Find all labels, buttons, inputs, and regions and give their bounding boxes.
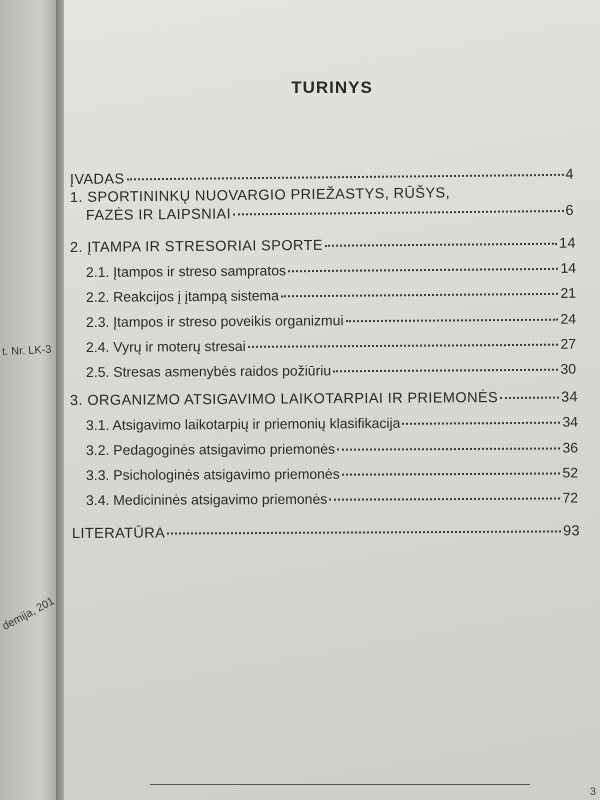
toc-entry-page: 24 [560,310,577,327]
toc-entry-label-line1: 1. SPORTININKŲ NUOVARGIO PRIEŽASTYS, RŪŠYS, [69,185,451,206]
toc-dot-leader [337,448,560,451]
toc-entry-label: 3.3. Psichologinės atsigavimo priemonės [85,465,340,483]
footer-rule [150,784,530,785]
page-number: 3 [589,786,596,798]
toc-entry-label: 3. ORGANIZMO ATSIGAVIMO LAIKOTARPIAI IR PRIEMONĖS [69,390,499,409]
toc-entry-page: 34 [562,413,579,430]
left-page-text: demija, 201 [0,595,57,633]
toc-entry [86,285,576,305]
toc-entry [86,414,578,433]
toc-entry-label: 2.3. Įtampos ir streso poveikis organizmui [85,312,344,330]
toc-dot-leader [127,174,564,181]
toc-dot-leader [248,344,559,348]
toc-entry-label: 2.5. Stresas asmenybės raidos požiūriu [85,362,332,380]
toc-dot-leader [342,473,561,476]
toc-dot-leader [402,422,560,425]
toc-entry [86,361,576,380]
toc-dot-leader [325,243,557,247]
toc-dot-leader [281,293,558,297]
toc-entry [70,236,576,256]
table-of-contents [64,0,600,800]
toc-entry-label: 2.1. Įtampos ir streso sampratos [85,262,287,280]
toc-dot-leader [288,268,558,272]
toc-dot-leader [233,210,564,215]
toc-entry-label: 3.2. Pedagoginės atsigavimo priemonės [85,440,336,458]
toc-entry-label: FAZĖS IR LAIPSNIAI [85,206,232,224]
toc-entry-page: 30 [560,360,577,377]
toc-entry-page: 93 [563,523,581,540]
toc-entry-page: 52 [562,464,579,481]
toc-entry-page: 21 [560,284,577,301]
left-page-text: t. Nr. LK-3 [1,343,52,359]
toc-entry-label: 2.2. Reakcijos į įtampą sistema [85,287,280,305]
toc-entry [86,203,574,224]
toc-entry [72,523,580,542]
toc-entry [86,336,576,355]
toc-entry-page: 14 [560,259,577,276]
toc-entry [86,260,576,280]
toc-entry-page: 14 [558,235,577,252]
toc-entry-label: 2. ĮTAMPA IR STRESORIAI SPORTE [69,237,323,256]
toc-dot-leader [346,319,559,322]
toc-entry-page: 36 [562,439,579,456]
toc-dot-leader [500,397,559,399]
toc-entry-label: ĮVADAS [69,171,125,188]
toc-entry [86,489,578,508]
toc-entry [70,167,574,188]
toc-entry-page: 34 [560,389,579,406]
toc-entry [86,311,576,330]
toc-entry-label: 3.1. Atsigavimo laikotarpių ir priemonių klasifikacija [85,414,401,433]
toc-dot-leader [167,530,561,534]
toc-dot-leader [329,498,560,501]
toc-entry [70,389,578,409]
toc-dot-leader [333,369,558,373]
toc-entry-page: 27 [560,335,577,352]
toc-entry [86,439,578,458]
toc-entry-page: 4 [565,166,575,183]
toc-entry-label: LITERATŪRA [71,525,166,542]
left-page-edge [0,0,58,800]
toc-entry-label: 2.4. Vyrų ir moterų stresai [85,337,246,355]
toc-entry-page: 72 [562,489,579,506]
page-title: TURINYS [291,78,373,97]
book-page [64,0,600,800]
toc-entry-page: 6 [565,202,575,219]
toc-entry [86,464,578,483]
toc-entry-label: 3.4. Medicininės atsigavimo priemonės [85,490,328,508]
